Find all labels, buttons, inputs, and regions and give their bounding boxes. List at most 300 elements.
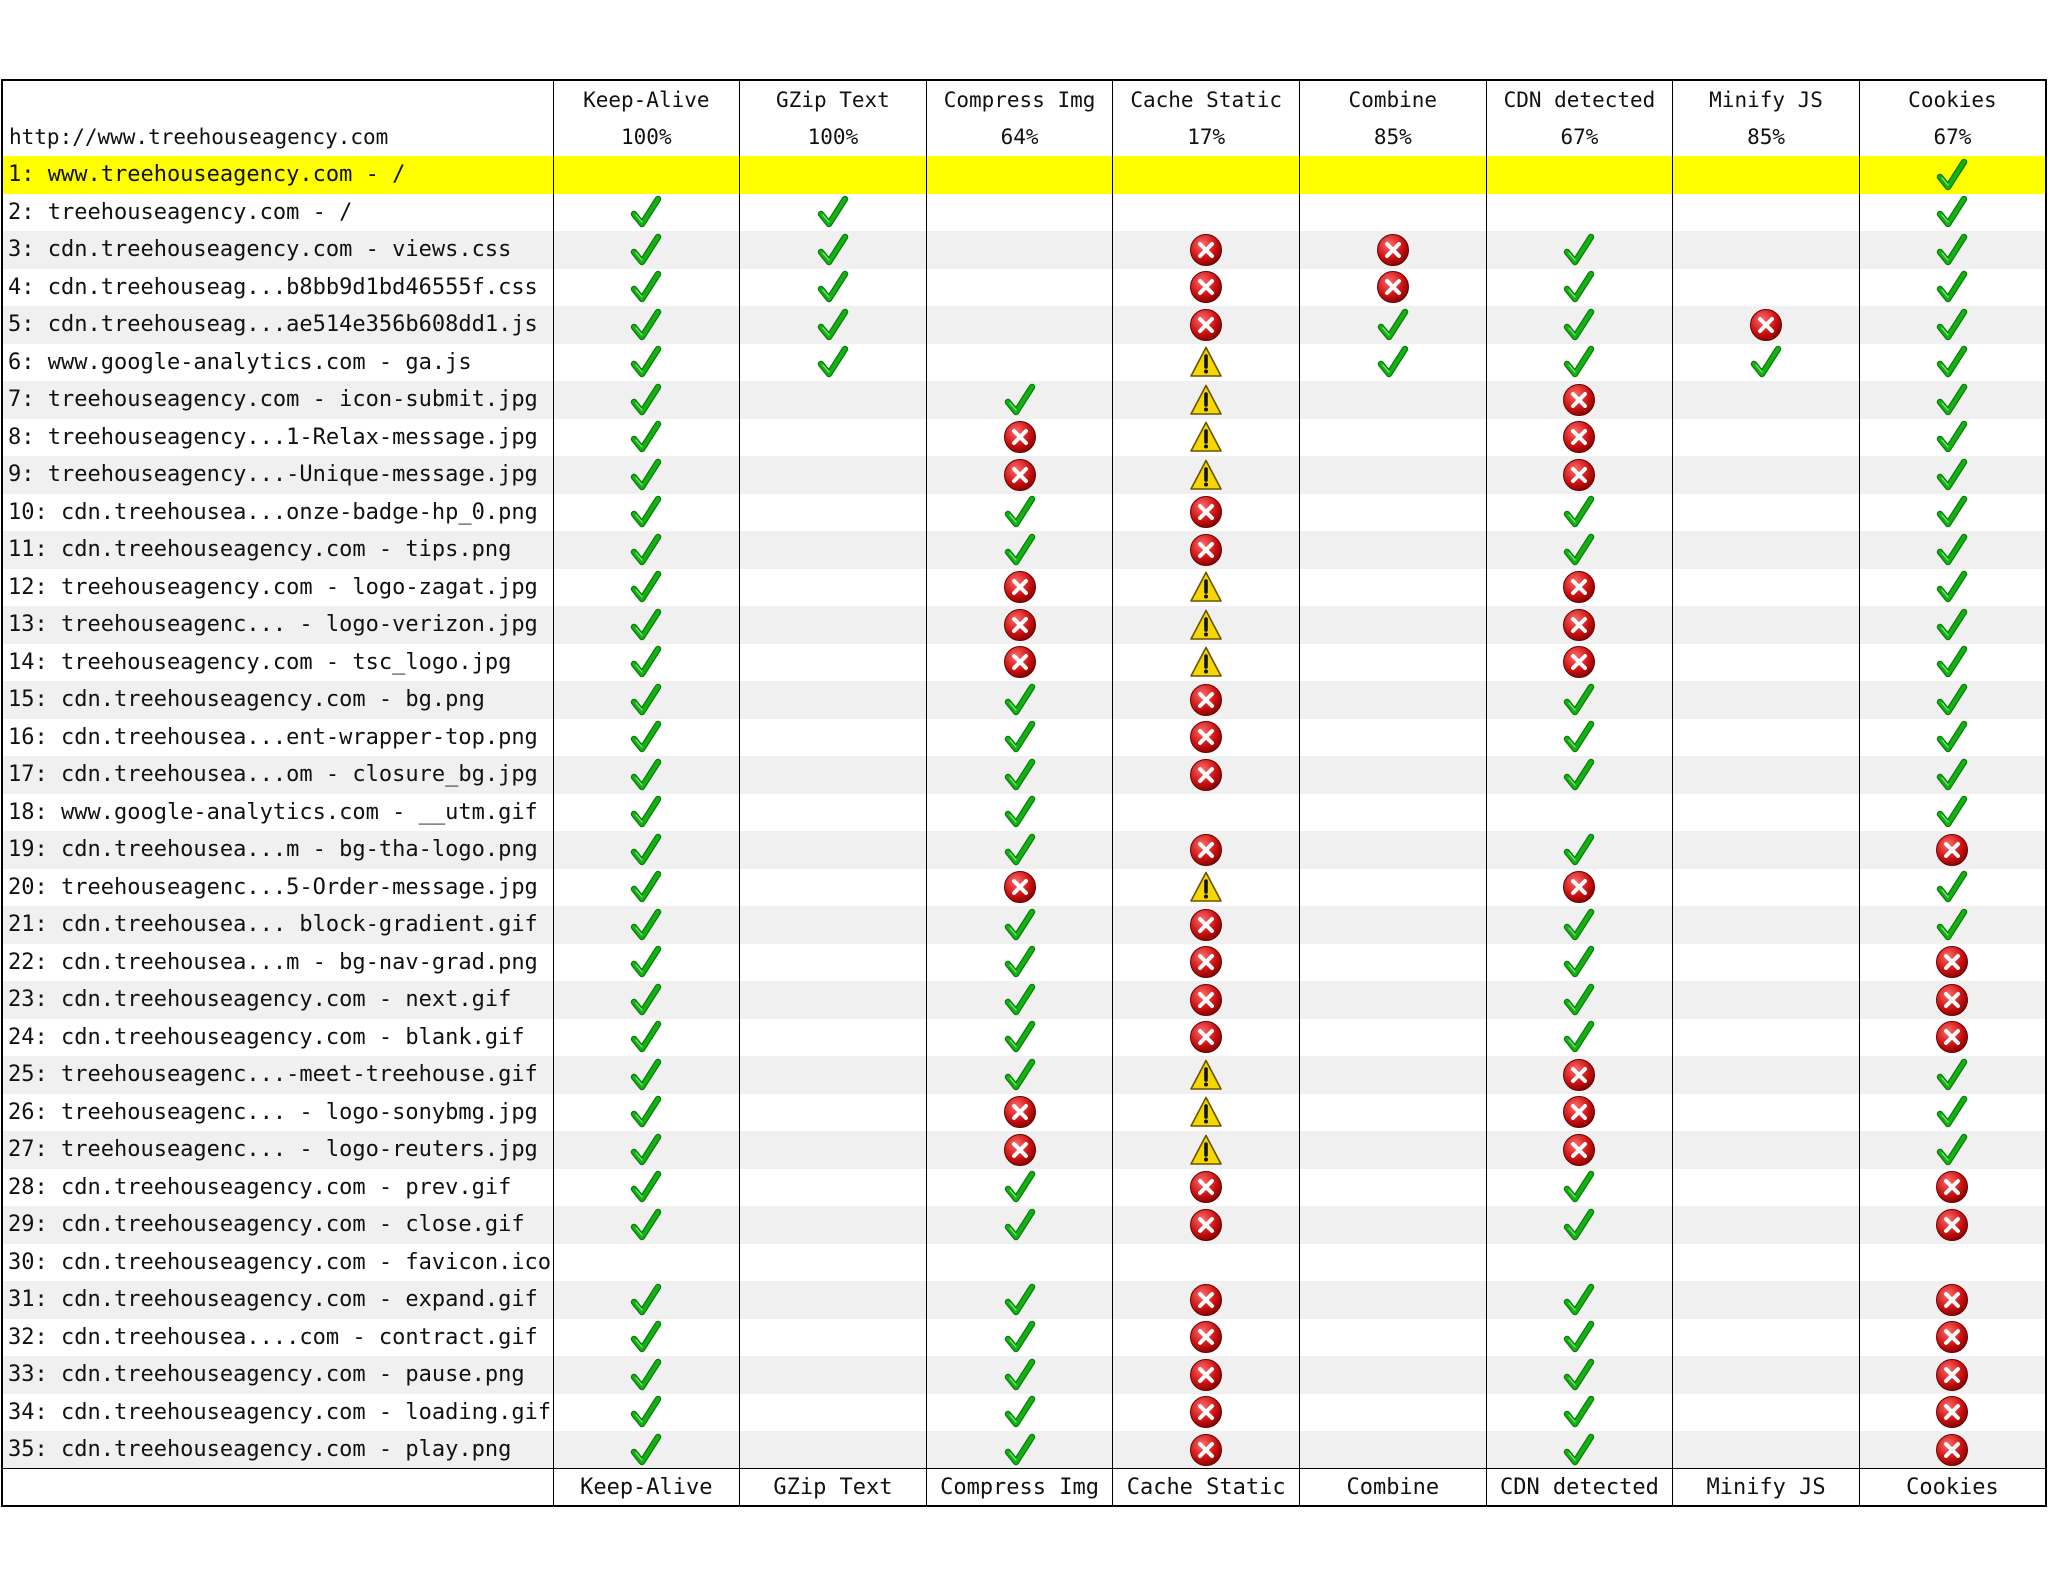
result-cell xyxy=(926,231,1113,269)
request-label: 20: treehouseagenc...5-Order-message.jpg xyxy=(8,874,538,900)
result-cell xyxy=(1300,344,1487,382)
result-cell xyxy=(1859,944,2046,982)
result-cell xyxy=(553,1431,740,1469)
result-cell xyxy=(1673,194,1860,232)
fail-icon xyxy=(1935,983,1969,1017)
column-score: 100% xyxy=(621,125,672,149)
check-icon xyxy=(1562,1395,1596,1429)
result-cell xyxy=(926,494,1113,532)
result-cell xyxy=(1486,1244,1673,1282)
result-cell xyxy=(1859,1356,2046,1394)
fail-icon xyxy=(1935,1433,1969,1467)
check-icon xyxy=(629,458,663,492)
result-cell xyxy=(1486,794,1673,832)
result-cell xyxy=(553,194,740,232)
column-header xyxy=(1486,80,1673,156)
table-row xyxy=(2,306,2046,344)
check-icon xyxy=(1935,1058,1969,1092)
check-icon xyxy=(1562,1283,1596,1317)
result-cell xyxy=(926,981,1113,1019)
column-label: Minify JS xyxy=(1709,88,1823,112)
request-label: 35: cdn.treehouseagency.com - play.png xyxy=(8,1437,512,1462)
result-cell xyxy=(1300,306,1487,344)
result-cell xyxy=(553,719,740,757)
check-icon xyxy=(1935,458,1969,492)
result-cell xyxy=(740,906,927,944)
check-icon xyxy=(1935,683,1969,717)
table-header xyxy=(2,80,2046,156)
result-cell xyxy=(740,1431,927,1469)
result-cell xyxy=(1859,644,2046,682)
result-cell xyxy=(1859,1281,2046,1319)
result-cell xyxy=(740,644,927,682)
check-icon xyxy=(1562,1208,1596,1242)
result-cell xyxy=(1300,456,1487,494)
result-cell xyxy=(926,1169,1113,1207)
result-cell xyxy=(1673,1431,1860,1469)
result-cell xyxy=(926,681,1113,719)
result-cell xyxy=(926,606,1113,644)
result-cell xyxy=(1859,494,2046,532)
result-cell xyxy=(1859,231,2046,269)
check-icon xyxy=(1003,758,1037,792)
result-cell xyxy=(1113,1281,1300,1319)
result-cell xyxy=(1859,194,2046,232)
table-row xyxy=(2,1244,2046,1282)
result-cell xyxy=(1486,906,1673,944)
fail-icon xyxy=(1189,270,1223,304)
check-icon xyxy=(629,1358,663,1392)
result-cell xyxy=(1113,831,1300,869)
result-cell xyxy=(1859,269,2046,307)
result-cell xyxy=(553,644,740,682)
result-cell xyxy=(926,269,1113,307)
warning-icon xyxy=(1189,645,1223,679)
column-footer-label: GZip Text xyxy=(740,1469,927,1507)
result-cell xyxy=(1486,231,1673,269)
result-cell xyxy=(926,1431,1113,1469)
fail-icon xyxy=(1562,870,1596,904)
result-cell xyxy=(740,1356,927,1394)
table-row xyxy=(2,419,2046,457)
result-cell xyxy=(1113,794,1300,832)
check-icon xyxy=(1003,833,1037,867)
result-cell xyxy=(1859,531,2046,569)
fail-icon xyxy=(1003,458,1037,492)
result-cell xyxy=(1673,906,1860,944)
result-cell xyxy=(1859,156,2046,194)
result-cell xyxy=(1673,344,1860,382)
result-cell xyxy=(553,906,740,944)
column-header xyxy=(1673,80,1860,156)
result-cell xyxy=(740,1056,927,1094)
result-cell xyxy=(1300,231,1487,269)
result-cell xyxy=(1673,1319,1860,1357)
result-cell xyxy=(1113,1169,1300,1207)
request-label: 22: cdn.treehousea...m - bg-nav-grad.png xyxy=(8,949,538,975)
result-cell xyxy=(740,344,927,382)
result-cell xyxy=(926,156,1113,194)
result-cell xyxy=(1113,344,1300,382)
result-cell xyxy=(553,381,740,419)
check-icon xyxy=(1562,983,1596,1017)
result-cell xyxy=(1300,1206,1487,1244)
result-cell xyxy=(1300,1056,1487,1094)
check-icon xyxy=(1003,1058,1037,1092)
table-row xyxy=(2,719,2046,757)
result-cell xyxy=(553,231,740,269)
result-cell xyxy=(1486,1094,1673,1132)
result-cell xyxy=(1673,1206,1860,1244)
result-cell xyxy=(1300,681,1487,719)
result-cell xyxy=(926,306,1113,344)
check-icon xyxy=(629,945,663,979)
warning-icon xyxy=(1189,383,1223,417)
result-cell xyxy=(1113,1394,1300,1432)
fail-icon xyxy=(1189,1283,1223,1317)
result-cell xyxy=(553,269,740,307)
check-icon xyxy=(1935,720,1969,754)
check-icon xyxy=(1003,720,1037,754)
check-icon xyxy=(1749,345,1783,379)
result-cell xyxy=(740,1094,927,1132)
result-cell xyxy=(1486,381,1673,419)
result-cell xyxy=(740,1281,927,1319)
check-icon xyxy=(629,1170,663,1204)
fail-icon xyxy=(1003,1133,1037,1167)
result-cell xyxy=(926,1094,1113,1132)
result-cell xyxy=(740,944,927,982)
result-cell xyxy=(1486,1019,1673,1057)
result-cell xyxy=(1113,681,1300,719)
result-cell xyxy=(1486,306,1673,344)
check-icon xyxy=(1935,533,1969,567)
table-row xyxy=(2,606,2046,644)
result-cell xyxy=(1859,419,2046,457)
check-icon xyxy=(1003,945,1037,979)
result-cell xyxy=(1859,831,2046,869)
table-row xyxy=(2,831,2046,869)
check-icon xyxy=(629,1133,663,1167)
table-body xyxy=(2,156,2046,1469)
result-cell xyxy=(1300,906,1487,944)
request-label: 28: cdn.treehouseagency.com - prev.gif xyxy=(8,1174,512,1200)
result-cell xyxy=(1113,906,1300,944)
result-cell xyxy=(1859,344,2046,382)
column-footer-label: Minify JS xyxy=(1673,1469,1860,1507)
check-icon xyxy=(1003,683,1037,717)
result-cell xyxy=(1113,569,1300,607)
result-cell xyxy=(1486,681,1673,719)
result-cell xyxy=(1673,756,1860,794)
request-label: 21: cdn.treehousea... block-gradient.gif xyxy=(8,912,538,938)
result-cell xyxy=(1673,269,1860,307)
check-icon xyxy=(1562,308,1596,342)
result-cell xyxy=(1859,981,2046,1019)
result-cell xyxy=(1486,494,1673,532)
fail-icon xyxy=(1003,1095,1037,1129)
check-icon xyxy=(629,1320,663,1354)
result-cell xyxy=(1300,719,1487,757)
check-icon xyxy=(629,495,663,529)
result-cell xyxy=(1859,569,2046,607)
column-score: 100% xyxy=(807,125,859,149)
result-cell xyxy=(926,944,1113,982)
check-icon xyxy=(629,645,663,679)
result-cell xyxy=(926,906,1113,944)
result-cell xyxy=(1859,1431,2046,1469)
result-cell xyxy=(553,869,740,907)
result-cell xyxy=(740,1319,927,1357)
check-icon xyxy=(629,420,663,454)
check-icon xyxy=(629,1395,663,1429)
fail-icon xyxy=(1189,308,1223,342)
fail-icon xyxy=(1003,870,1037,904)
check-icon xyxy=(629,195,663,229)
column-score: 67% xyxy=(1560,125,1599,149)
result-cell xyxy=(740,681,927,719)
result-cell xyxy=(1300,381,1487,419)
result-cell xyxy=(1673,494,1860,532)
result-cell xyxy=(1113,494,1300,532)
result-cell xyxy=(1300,419,1487,457)
result-cell xyxy=(553,756,740,794)
result-cell xyxy=(740,1131,927,1169)
fail-icon xyxy=(1189,1320,1223,1354)
result-cell xyxy=(1486,756,1673,794)
result-cell xyxy=(1113,981,1300,1019)
result-cell xyxy=(740,156,927,194)
column-score: 17% xyxy=(1187,125,1226,149)
result-cell xyxy=(1300,531,1487,569)
result-cell xyxy=(1113,1019,1300,1057)
result-cell xyxy=(1486,156,1673,194)
check-icon xyxy=(1935,758,1969,792)
check-icon xyxy=(1003,908,1037,942)
result-cell xyxy=(1300,1131,1487,1169)
column-footer-label: Keep-Alive xyxy=(553,1469,740,1507)
check-icon xyxy=(1935,420,1969,454)
request-label: 8: treehouseagency...1-Relax-message.jpg xyxy=(8,424,538,450)
fail-icon xyxy=(1189,833,1223,867)
check-icon xyxy=(629,795,663,829)
fail-icon xyxy=(1562,1058,1596,1092)
table-row xyxy=(2,1094,2046,1132)
result-cell xyxy=(553,1206,740,1244)
result-cell xyxy=(926,756,1113,794)
check-icon xyxy=(629,345,663,379)
result-cell xyxy=(553,569,740,607)
check-icon xyxy=(1935,495,1969,529)
check-icon xyxy=(1935,270,1969,304)
result-cell xyxy=(1300,1431,1487,1469)
result-cell xyxy=(740,194,927,232)
result-cell xyxy=(1300,156,1487,194)
result-cell xyxy=(553,1094,740,1132)
check-icon xyxy=(1562,533,1596,567)
result-cell xyxy=(1300,1094,1487,1132)
request-label: 19: cdn.treehousea...m - bg-tha-logo.png xyxy=(8,837,538,863)
result-cell xyxy=(1113,1356,1300,1394)
result-cell xyxy=(1113,1094,1300,1132)
table-row xyxy=(2,944,2046,982)
result-cell xyxy=(1859,1394,2046,1432)
check-icon xyxy=(1935,195,1969,229)
request-label: 33: cdn.treehouseagency.com - pause.png xyxy=(8,1362,525,1388)
result-cell xyxy=(553,306,740,344)
check-icon xyxy=(1003,1433,1037,1467)
header-row xyxy=(2,80,2046,156)
request-label: 7: treehouseagency.com - icon-submit.jpg xyxy=(8,387,538,413)
result-cell xyxy=(1113,381,1300,419)
check-icon xyxy=(1935,645,1969,679)
warning-icon xyxy=(1189,608,1223,642)
result-cell xyxy=(1113,456,1300,494)
result-cell xyxy=(740,831,927,869)
request-label: 14: treehouseagency.com - tsc_logo.jpg xyxy=(8,649,512,675)
check-icon xyxy=(1562,720,1596,754)
check-icon xyxy=(629,270,663,304)
result-cell xyxy=(1486,269,1673,307)
result-cell xyxy=(1113,1131,1300,1169)
result-cell xyxy=(740,456,927,494)
fail-icon xyxy=(1376,270,1410,304)
table-row xyxy=(2,381,2046,419)
result-cell xyxy=(1486,344,1673,382)
result-cell xyxy=(1859,1244,2046,1282)
fail-icon xyxy=(1189,983,1223,1017)
result-cell xyxy=(1673,831,1860,869)
column-label: Cache Static xyxy=(1130,88,1283,112)
fail-icon xyxy=(1003,570,1037,604)
check-icon xyxy=(629,608,663,642)
table-row xyxy=(2,1319,2046,1357)
result-cell xyxy=(1113,531,1300,569)
check-icon xyxy=(629,533,663,567)
table-row xyxy=(2,1356,2046,1394)
result-cell xyxy=(1859,906,2046,944)
check-icon xyxy=(1562,495,1596,529)
check-icon xyxy=(629,1433,663,1467)
table-row xyxy=(2,194,2046,232)
result-cell xyxy=(926,569,1113,607)
result-cell xyxy=(1113,419,1300,457)
request-label: 9: treehouseagency...-Unique-message.jpg xyxy=(8,462,538,488)
result-cell xyxy=(1486,719,1673,757)
request-label: 10: cdn.treehousea...onze-badge-hp_0.png xyxy=(8,499,538,525)
result-cell xyxy=(1486,1356,1673,1394)
fail-icon xyxy=(1562,383,1596,417)
table-row xyxy=(2,569,2046,607)
result-cell xyxy=(1673,456,1860,494)
result-cell xyxy=(553,1281,740,1319)
result-cell xyxy=(553,981,740,1019)
result-cell xyxy=(553,531,740,569)
result-cell xyxy=(926,456,1113,494)
result-cell xyxy=(926,719,1113,757)
result-cell xyxy=(1673,419,1860,457)
table-row xyxy=(2,906,2046,944)
column-score: 85% xyxy=(1373,125,1412,149)
fail-icon xyxy=(1562,1133,1596,1167)
column-label: GZip Text xyxy=(776,88,890,112)
result-cell xyxy=(740,569,927,607)
result-cell xyxy=(1859,756,2046,794)
request-label: 1: www.treehouseagency.com - / xyxy=(8,162,406,188)
check-icon xyxy=(1003,495,1037,529)
result-cell xyxy=(926,644,1113,682)
check-icon xyxy=(629,308,663,342)
fail-icon xyxy=(1189,1208,1223,1242)
result-cell xyxy=(1300,1244,1487,1282)
fail-icon xyxy=(1189,720,1223,754)
result-cell xyxy=(926,419,1113,457)
result-cell xyxy=(926,831,1113,869)
check-icon xyxy=(816,308,850,342)
result-cell xyxy=(1673,719,1860,757)
result-cell xyxy=(740,1394,927,1432)
result-cell xyxy=(553,456,740,494)
check-icon xyxy=(1935,608,1969,642)
result-cell xyxy=(1113,1319,1300,1357)
result-cell xyxy=(1673,644,1860,682)
result-cell xyxy=(1859,456,2046,494)
result-cell xyxy=(1673,981,1860,1019)
table-row xyxy=(2,231,2046,269)
fail-icon xyxy=(1935,1320,1969,1354)
check-icon xyxy=(1935,908,1969,942)
result-cell xyxy=(740,981,927,1019)
fail-icon xyxy=(1935,833,1969,867)
result-cell xyxy=(1113,1244,1300,1282)
check-icon xyxy=(1935,345,1969,379)
table-row xyxy=(2,981,2046,1019)
result-cell xyxy=(1113,606,1300,644)
check-icon xyxy=(1562,945,1596,979)
result-cell xyxy=(1486,1281,1673,1319)
check-icon xyxy=(1935,233,1969,267)
result-cell xyxy=(926,531,1113,569)
result-cell xyxy=(1673,606,1860,644)
result-cell xyxy=(926,794,1113,832)
fail-icon xyxy=(1562,570,1596,604)
result-cell xyxy=(1673,1394,1860,1432)
result-cell xyxy=(1113,719,1300,757)
result-cell xyxy=(740,269,927,307)
result-cell xyxy=(553,944,740,982)
result-cell xyxy=(1300,194,1487,232)
check-icon xyxy=(1562,345,1596,379)
check-icon xyxy=(1935,1095,1969,1129)
result-cell xyxy=(1300,869,1487,907)
request-label: 32: cdn.treehousea....com - contract.gif xyxy=(8,1324,538,1350)
request-label: 29: cdn.treehouseagency.com - close.gif xyxy=(8,1212,525,1238)
result-cell xyxy=(1300,269,1487,307)
request-label: 2: treehouseagency.com - / xyxy=(8,199,353,225)
check-icon xyxy=(1003,1170,1037,1204)
result-cell xyxy=(1113,194,1300,232)
request-label: 4: cdn.treehouseag...b8bb9d1bd46555f.css xyxy=(8,274,538,300)
fail-icon xyxy=(1935,1020,1969,1054)
result-cell xyxy=(1300,756,1487,794)
result-cell xyxy=(1486,194,1673,232)
footer-row xyxy=(2,1469,2046,1507)
table-row xyxy=(2,1019,2046,1057)
check-icon xyxy=(816,345,850,379)
result-cell xyxy=(926,1281,1113,1319)
result-cell xyxy=(1673,231,1860,269)
result-cell xyxy=(1300,1319,1487,1357)
